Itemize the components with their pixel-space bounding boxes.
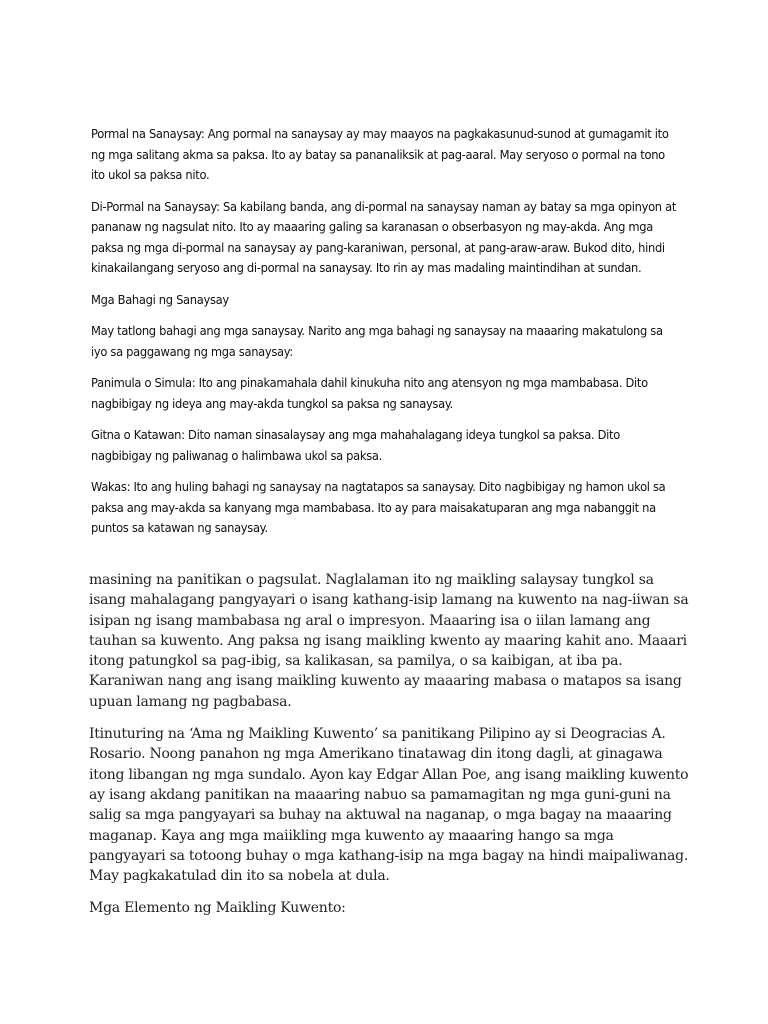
wakas-paragraph: Wakas: Ito ang huling bahagi ng sanaysay na nagtatapos sa sanaysay. Dito nagbibigay ng hamon ukol sa paksa ang may-akda sa kanyang mga mambabasa. Ito ay para maisakatuparan ang mga nabanggit na puntos sa katawan ng sanaysay. [91, 479, 666, 535]
maikling-kuwento-section [89, 570, 689, 931]
gitna-paragraph: Gitna o Katawan: Dito naman sinasalaysay ang mga mahahalagang ideya tungkol sa paksa. Dito nagbibigay ng paliwanag o halimbawa ukol sa paksa. [91, 427, 620, 463]
section-heading-mga-elemento: Mga Elemento ng Maikling Kuwento: [89, 900, 346, 917]
maikling-kuwento-definition-paragraph: masining na panitikan o pagsulat. Naglalaman ito ng maikling salaysay tungkol sa isang mahalagang pangyayari o isang kathang-isip lamang na kuwento na nag-iiwan sa isipan ng isang mambabasa ng aral o impresyon. Maaaring isa o iilan lamang ang tauhan sa kuwento. Ang paksa ng isang maikling kwento ay maaring kahit ano. Maaari itong patungkol sa pag-ibig, sa kalikasan, sa pamilya, o sa kaibigan, at iba pa. Karaniwan nang ang isang maikling kuwento ay maaaring mabasa o matapos sa isang upuan lamang ng pagbabasa. [89, 572, 689, 710]
intro-paragraph: May tatlong bahagi ang mga sanaysay. Narito ang mga bahagi ng sanaysay na maaaring makatulong sa iyo sa paggawang ng mga sanaysay: [91, 323, 663, 359]
pormal-na-sanaysay-paragraph: Pormal na Sanaysay: Ang pormal na sanaysay ay may maayos na pagkakasunud-sunod at gumagamit ito ng mga salitang akma sa paksa. Ito ay batay sa pananaliksik at pag-aaral. May seryoso o pormal na tono ito ukol sa paksa nito. [91, 126, 669, 182]
essay-types-section [91, 124, 677, 550]
section-heading-mga-bahagi: Mga Bahagi ng Sanaysay [91, 291, 229, 307]
panimula-paragraph: Panimula o Simula: Ito ang pinakamahala dahil kinukuha nito ang atensyon ng mga mambabasa. Dito nagbibigay ng ideya ang may-akda tungkol sa paksa ng sanaysay. [91, 375, 648, 411]
di-pormal-na-sanaysay-paragraph: Di-Pormal na Sanaysay: Sa kabilang banda, ang di-pormal na sanaysay naman ay batay sa mga opinyon at pananaw ng nagsulat nito. Ito ay maaaring galing sa karanasan o obserbasyon ng may-akda. Ang mga paksa ng mga di-pormal na sanaysay ay pang-karaniwan, personal, at pang-araw-araw. Bukod dito, hindi kinakailangang seryoso ang di-pormal na sanaysay. Ito rin ay mas madaling maintindihan at sundan. [91, 198, 677, 275]
ama-ng-maikling-kuwento-paragraph: Itinuturing na ‘Ama ng Maikling Kuwento’ sa panitikang Pilipino ay si Deogracias A. Rosario. Noong panahon ng mga Amerikano tinatawag din itong dagli, at ginagawa itong libangan ng mga sundalo. Ayon kay Edgar Allan Poe, ang isang maikling kuwento ay isang akdang panitikan na maaaring nabuo sa pamamagitan ng mga guni-guni na salig sa mga pangyayari sa buhay na aktuwal na naganap, o mga bagay na maaaring maganap. Kaya ang mga maiikling mga kuwento ay maaaring hango sa mga pangyayari sa totoong buhay o mga kathang-isip na mga bagay na hindi maipaliwanag. May pagkakatulad din ito sa nobela at dula. [89, 726, 689, 885]
